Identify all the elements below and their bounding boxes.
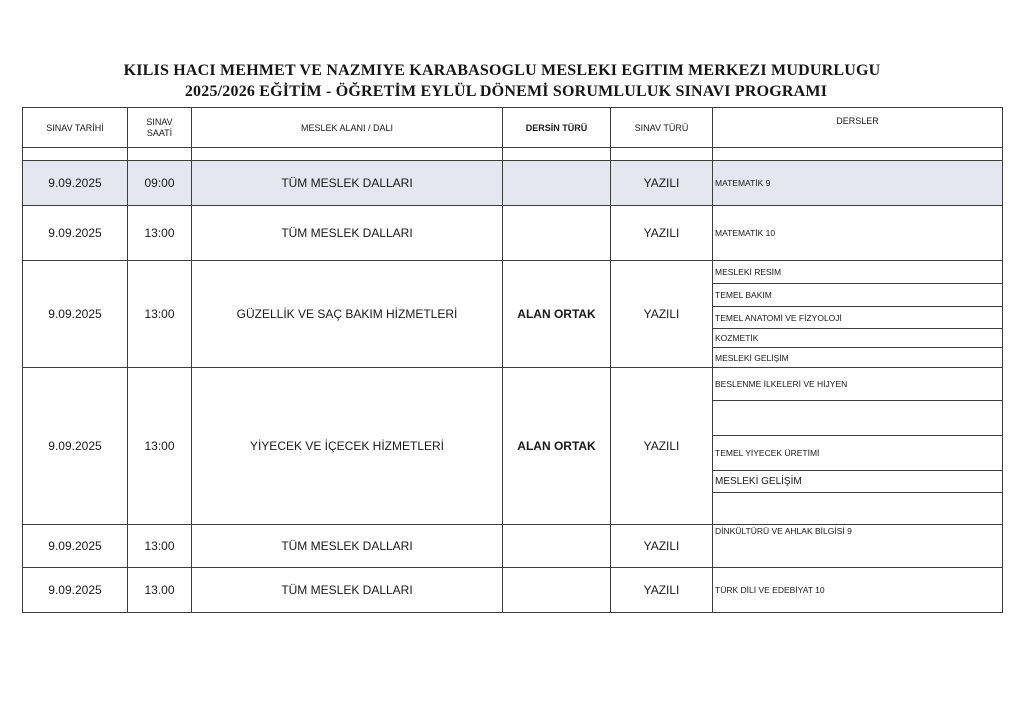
area-cell: GÜZELLİK VE SAÇ BAKIM HİZMETLERİ xyxy=(192,261,503,368)
table-row xyxy=(23,368,1003,525)
lesson-item: KOZMETİK xyxy=(713,329,1002,348)
exam-type-cell: YAZILI xyxy=(611,161,713,206)
time-cell: 13:00 xyxy=(128,525,192,568)
date-cell: 9.09.2025 xyxy=(23,206,128,261)
type-cell xyxy=(503,206,611,261)
lesson-item: MESLEKİ RESİM xyxy=(713,261,1002,284)
lessons-cell xyxy=(713,261,1003,368)
area-cell: TÜM MESLEK DALLARI xyxy=(192,568,503,613)
column-header-exam: SINAV TÜRÜ xyxy=(611,108,713,148)
lesson-item: MESLEKİ GELİŞİM xyxy=(713,471,1002,493)
lesson-item xyxy=(713,401,1002,436)
exam-type-cell: YAZILI xyxy=(611,206,713,261)
time-cell: 09:00 xyxy=(128,161,192,206)
lesson-item: DİNKÜLTÜRÜ VE AHLAK BİLGİSİ 9 xyxy=(715,526,852,536)
lesson-item: MATEMATİK 9 xyxy=(715,178,771,188)
lessons-cell xyxy=(713,206,1003,261)
lessons-cell xyxy=(713,525,1003,568)
column-header-lessons: DERSLER xyxy=(713,108,1003,148)
date-cell: 9.09.2025 xyxy=(23,161,128,206)
time-cell: 13:00 xyxy=(128,368,192,525)
lesson-item: TEMEL BAKIM xyxy=(713,284,1002,307)
time-cell: 13.00 xyxy=(128,568,192,613)
column-header-time-label: SINAV SAATİ xyxy=(146,116,173,138)
table-row xyxy=(23,206,1003,261)
lesson-item: MATEMATİK 10 xyxy=(715,228,776,238)
type-cell xyxy=(503,568,611,613)
lesson-item: TEMEL YİYECEK ÜRETİMİ xyxy=(713,436,1002,471)
time-cell: 13:00 xyxy=(128,261,192,368)
lesson-item: TEMEL ANATOMİ VE FİZYOLOJİ xyxy=(713,307,1002,329)
table-row xyxy=(23,568,1003,613)
document-subtitle: 2025/2026 EĞİTİM - ÖĞRETİM EYLÜL DÖNEMİ SORUMLULUK SINAVI PROGRAMI xyxy=(184,83,828,100)
type-cell xyxy=(503,525,611,568)
spacer-row xyxy=(23,148,1003,161)
exam-type-cell: YAZILI xyxy=(611,525,713,568)
time-cell: 13:00 xyxy=(128,206,192,261)
column-header-type: DERSİN TÜRÜ xyxy=(503,108,611,148)
lessons-cell xyxy=(713,161,1003,206)
date-cell: 9.09.2025 xyxy=(23,525,128,568)
table-row xyxy=(23,525,1003,568)
type-cell: ALAN ORTAK xyxy=(503,261,611,368)
exam-type-cell: YAZILI xyxy=(611,261,713,368)
lesson-item xyxy=(713,493,1002,524)
lesson-item: MESLEKİ GELİŞİM xyxy=(715,352,789,363)
header-row xyxy=(23,108,1003,148)
table-row xyxy=(23,161,1003,206)
type-cell: ALAN ORTAK xyxy=(503,368,611,525)
column-header-time xyxy=(128,108,192,148)
exam-type-cell: YAZILI xyxy=(611,568,713,613)
area-cell: TÜM MESLEK DALLARI xyxy=(192,525,503,568)
area-cell: YİYECEK VE İÇECEK HİZMETLERİ xyxy=(192,368,503,525)
column-header-date: SINAV TARİHİ xyxy=(23,108,128,148)
date-cell: 9.09.2025 xyxy=(23,368,128,525)
document-title: KILIS HACI MEHMET VE NAZMIYE KARABASOGLU MESLEKI EGITIM MERKEZI MUDURLUGU xyxy=(123,62,881,79)
date-cell: 9.09.2025 xyxy=(23,261,128,368)
date-cell: 9.09.2025 xyxy=(23,568,128,613)
lessons-cell xyxy=(713,368,1003,525)
column-header-area: MESLEK ALANI / DALI xyxy=(192,108,503,148)
area-cell: TÜM MESLEK DALLARI xyxy=(192,206,503,261)
lessons-cell xyxy=(713,568,1003,613)
lesson-item: TÜRK DİLİ VE EDEBİYAT 10 xyxy=(715,585,825,595)
lesson-item: BESLENME İLKELERİ VE HİJYEN xyxy=(713,368,1002,401)
exam-schedule-table xyxy=(22,107,1003,613)
table-row xyxy=(23,261,1003,368)
area-cell: TÜM MESLEK DALLARI xyxy=(192,161,503,206)
exam-type-cell: YAZILI xyxy=(611,368,713,525)
type-cell xyxy=(503,161,611,206)
